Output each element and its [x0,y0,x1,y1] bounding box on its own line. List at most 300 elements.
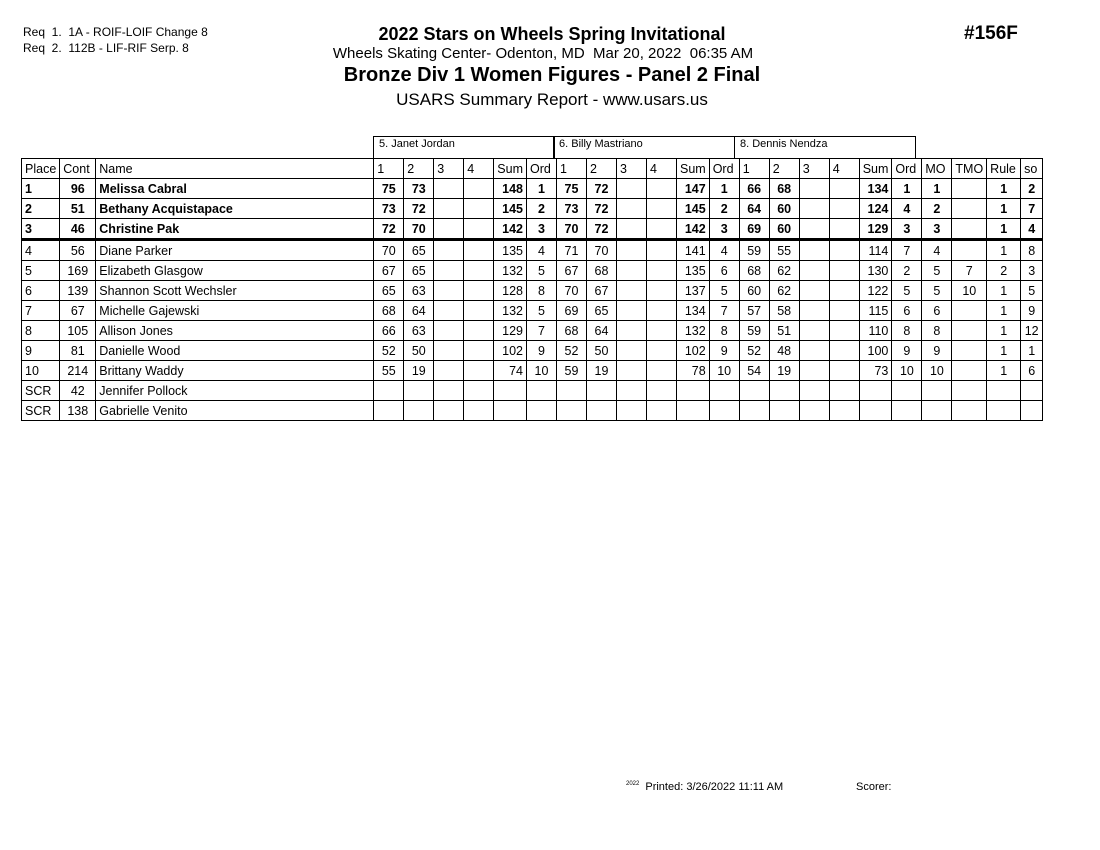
judge3-score2-cell: 68 [769,179,799,199]
judge1-score4-cell [464,401,494,421]
tmo-cell [952,361,987,381]
judge2-score3-cell [616,219,646,240]
judge2-score4-cell [646,321,676,341]
judge2-score4-cell [646,261,676,281]
judge1-ord-cell: 10 [526,361,556,381]
table-row [22,240,1043,261]
judge2-score3-cell [616,341,646,361]
judge3-sum-cell: 100 [859,341,892,361]
table-row [22,281,1043,301]
judge3-sum-cell [859,381,892,401]
cont-cell: 81 [60,341,96,361]
name-cell: Shannon Scott Wechsler [96,281,374,301]
col-tmo: TMO [952,159,987,179]
col-j3-score3: 3 [799,159,829,179]
col-rule: Rule [987,159,1021,179]
mo-cell: 1 [922,179,952,199]
place-cell: 4 [22,240,60,261]
judge3-score3-cell [799,199,829,219]
judge2-score2-cell: 72 [586,219,616,240]
judge1-score1-cell: 52 [374,341,404,361]
judge1-score2-cell [404,401,434,421]
judge1-sum-cell: 145 [494,199,527,219]
judge3-score3-cell [799,261,829,281]
judge2-score3-cell [616,281,646,301]
judge2-score1-cell [556,381,586,401]
name-cell: Diane Parker [96,240,374,261]
judge3-score3-cell [799,341,829,361]
so-cell: 1 [1021,341,1043,361]
judge3-score1-cell: 69 [739,219,769,240]
place-cell: 5 [22,261,60,281]
mo-cell: 3 [922,219,952,240]
rule-cell: 1 [987,179,1021,199]
judge2-score2-cell: 19 [586,361,616,381]
judge2-score2-cell: 72 [586,179,616,199]
judge3-score3-cell [799,321,829,341]
col-j3-ord: Ord [892,159,922,179]
mo-cell: 5 [922,281,952,301]
judge2-ord-cell: 9 [709,341,739,361]
judge3-score2-cell: 48 [769,341,799,361]
results-body [22,179,1043,421]
judge2-score2-cell: 70 [586,240,616,261]
judge3-sum-cell: 115 [859,301,892,321]
judge1-score1-cell: 66 [374,321,404,341]
cont-cell: 51 [60,199,96,219]
judge3-ord-cell: 2 [892,261,922,281]
judge3-score1-cell: 66 [739,179,769,199]
tmo-cell [952,341,987,361]
table-row [22,401,1043,421]
col-j2-sum: Sum [676,159,709,179]
judge3-score4-cell [829,199,859,219]
judge3-ord-cell: 1 [892,179,922,199]
judge3-sum-cell: 110 [859,321,892,341]
col-j2-score3: 3 [616,159,646,179]
judge2-sum-cell: 132 [676,321,709,341]
judge1-ord-cell: 1 [526,179,556,199]
table-row [22,361,1043,381]
judge1-score1-cell: 72 [374,219,404,240]
col-cont: Cont [60,159,96,179]
col-mo: MO [922,159,952,179]
judge3-score3-cell [799,240,829,261]
judge3-sum-cell: 124 [859,199,892,219]
judge1-ord-cell [526,401,556,421]
tmo-cell: 10 [952,281,987,301]
judge3-score3-cell [799,301,829,321]
judge1-ord-cell: 3 [526,219,556,240]
judge3-score1-cell: 60 [739,281,769,301]
judge3-score3-cell [799,401,829,421]
tmo-cell [952,219,987,240]
judge1-score1-cell: 65 [374,281,404,301]
judge3-score4-cell [829,261,859,281]
so-cell: 8 [1021,240,1043,261]
competition-title: 2022 Stars on Wheels Spring Invitational [378,24,726,44]
so-cell: 4 [1021,219,1043,240]
so-cell: 9 [1021,301,1043,321]
judge2-ord-cell [709,401,739,421]
judge3-score2-cell: 55 [769,240,799,261]
judge3-score2-cell: 51 [769,321,799,341]
mo-cell: 8 [922,321,952,341]
table-row [22,341,1043,361]
judge2-score3-cell [616,321,646,341]
judge1-ord-cell: 8 [526,281,556,301]
table-row [22,261,1043,281]
cont-cell: 105 [60,321,96,341]
judge2-ord-cell: 5 [709,281,739,301]
judge1-sum-cell [494,381,527,401]
cont-cell: 96 [60,179,96,199]
mo-cell [922,381,952,401]
judge1-score1-cell [374,401,404,421]
judge1-score3-cell [434,240,464,261]
judge3-ord-cell: 7 [892,240,922,261]
judge1-ord-cell [526,381,556,401]
judge2-score1-cell: 73 [556,199,586,219]
judge1-score2-cell: 65 [404,240,434,261]
judge2-sum-cell [676,401,709,421]
judge3-score1-cell: 59 [739,240,769,261]
results-table [21,158,1043,421]
judge2-score4-cell [646,219,676,240]
judge2-score4-cell [646,341,676,361]
mo-cell: 4 [922,240,952,261]
judge2-ord-cell: 4 [709,240,739,261]
judge2-ord-cell: 1 [709,179,739,199]
judge1-score4-cell [464,361,494,381]
tmo-cell [952,240,987,261]
judge3-score2-cell [769,401,799,421]
printed-info [626,781,783,793]
judge3-score1-cell: 57 [739,301,769,321]
col-so: so [1021,159,1043,179]
judge3-score3-cell [799,361,829,381]
judge2-ord-cell: 8 [709,321,739,341]
rule-cell [987,381,1021,401]
name-cell: Bethany Acquistapace [96,199,374,219]
judge1-score4-cell [464,240,494,261]
col-j3-score1: 1 [739,159,769,179]
judge2-score4-cell [646,281,676,301]
judge1-score4-cell [464,321,494,341]
judge1-score3-cell [434,401,464,421]
judge1-score1-cell: 73 [374,199,404,219]
judge1-score4-cell [464,341,494,361]
mo-cell: 9 [922,341,952,361]
so-cell: 12 [1021,321,1043,341]
judge2-score2-cell [586,381,616,401]
col-j2-score2: 2 [586,159,616,179]
name-cell: Elizabeth Glasgow [96,261,374,281]
judge3-score4-cell [829,179,859,199]
judge2-sum-cell: 102 [676,341,709,361]
event-title: Bronze Div 1 Women Figures - Panel 2 Final [343,64,761,86]
judge1-score3-cell [434,199,464,219]
cont-cell: 169 [60,261,96,281]
judge1-score2-cell [404,381,434,401]
judge3-sum-cell: 122 [859,281,892,301]
cont-cell: 139 [60,281,96,301]
judge1-sum-cell [494,401,527,421]
judge2-score2-cell: 67 [586,281,616,301]
judge2-ord-cell: 2 [709,199,739,219]
judge2-ord-cell: 7 [709,301,739,321]
judge2-sum-cell: 78 [676,361,709,381]
judge3-ord-cell: 3 [892,219,922,240]
rule-cell: 1 [987,240,1021,261]
name-cell: Danielle Wood [96,341,374,361]
judge3-score4-cell [829,381,859,401]
judge3-score3-cell [799,281,829,301]
so-cell: 3 [1021,261,1043,281]
judge1-score4-cell [464,261,494,281]
judge3-score3-cell [799,381,829,401]
report-subtitle: USARS Summary Report - www.usars.us [396,90,708,109]
judge2-sum-cell: 147 [676,179,709,199]
judge2-score4-cell [646,199,676,219]
judge1-ord-cell: 5 [526,261,556,281]
col-j1-score2: 2 [404,159,434,179]
judge1-score2-cell: 50 [404,341,434,361]
tmo-cell: 7 [952,261,987,281]
judge3-ord-cell: 5 [892,281,922,301]
col-j2-score4: 4 [646,159,676,179]
col-j1-ord: Ord [526,159,556,179]
judge3-score2-cell [769,381,799,401]
name-cell: Michelle Gajewski [96,301,374,321]
venue-date: Wheels Skating Center- Odenton, MD Mar 20, 2022 06:35 AM [332,45,754,62]
rule-cell: 2 [987,261,1021,281]
column-header-row [22,159,1043,179]
judge2-ord-cell: 3 [709,219,739,240]
judge1-score4-cell [464,381,494,401]
judge1-score1-cell: 67 [374,261,404,281]
judge3-sum-cell: 129 [859,219,892,240]
judge3-score1-cell [739,401,769,421]
judge1-score2-cell: 63 [404,281,434,301]
col-j2-score1: 1 [556,159,586,179]
rule-cell: 1 [987,219,1021,240]
judge3-ord-cell: 6 [892,301,922,321]
judge1-score2-cell: 63 [404,321,434,341]
judge3-score1-cell: 59 [739,321,769,341]
judge2-score3-cell [616,401,646,421]
place-cell: 1 [22,179,60,199]
so-cell: 5 [1021,281,1043,301]
col-j1-sum: Sum [494,159,527,179]
cont-cell: 67 [60,301,96,321]
cont-cell: 56 [60,240,96,261]
judge3-ord-cell: 4 [892,199,922,219]
judge1-score3-cell [434,361,464,381]
name-cell: Jennifer Pollock [96,381,374,401]
judge-header-2: 6. Billy Mastriano [553,136,735,158]
mo-cell: 10 [922,361,952,381]
place-cell: 7 [22,301,60,321]
judge3-ord-cell: 10 [892,361,922,381]
so-cell [1021,381,1043,401]
rule-cell: 1 [987,281,1021,301]
judge1-score3-cell [434,219,464,240]
judge2-score4-cell [646,381,676,401]
judge3-ord-cell: 9 [892,341,922,361]
judge3-score3-cell [799,219,829,240]
judge3-ord-cell: 8 [892,321,922,341]
judge2-score4-cell [646,240,676,261]
mo-cell: 2 [922,199,952,219]
judge1-score4-cell [464,281,494,301]
judge2-score1-cell: 52 [556,341,586,361]
judge1-score4-cell [464,301,494,321]
judge1-sum-cell: 148 [494,179,527,199]
tmo-cell [952,401,987,421]
judge2-score1-cell: 69 [556,301,586,321]
judge3-score4-cell [829,341,859,361]
judge3-sum-cell: 134 [859,179,892,199]
place-cell: 9 [22,341,60,361]
judge3-score2-cell: 62 [769,281,799,301]
judge1-score1-cell: 70 [374,240,404,261]
judge2-score1-cell [556,401,586,421]
judge1-score2-cell: 73 [404,179,434,199]
judge2-score3-cell [616,240,646,261]
judge3-score4-cell [829,281,859,301]
rule-cell [987,401,1021,421]
so-cell: 2 [1021,179,1043,199]
judge3-score1-cell: 68 [739,261,769,281]
judge1-sum-cell: 142 [494,219,527,240]
judge1-score3-cell [434,321,464,341]
judge3-score2-cell: 60 [769,219,799,240]
judge1-score1-cell: 55 [374,361,404,381]
table-row [22,301,1043,321]
col-j3-score4: 4 [829,159,859,179]
mo-cell: 6 [922,301,952,321]
so-cell: 7 [1021,199,1043,219]
place-cell: 10 [22,361,60,381]
judge2-sum-cell: 135 [676,261,709,281]
judge3-score1-cell [739,381,769,401]
judge3-score3-cell [799,179,829,199]
scorer-label: Scorer: [856,781,892,793]
col-name: Name [96,159,374,179]
judge1-ord-cell: 5 [526,301,556,321]
judge2-ord-cell: 6 [709,261,739,281]
judge1-score3-cell [434,301,464,321]
mo-cell [922,401,952,421]
judge1-sum-cell: 128 [494,281,527,301]
judge3-score2-cell: 62 [769,261,799,281]
judge3-score1-cell: 64 [739,199,769,219]
judge3-score4-cell [829,301,859,321]
judge2-score4-cell [646,301,676,321]
judge2-score4-cell [646,361,676,381]
so-cell: 6 [1021,361,1043,381]
judge2-score1-cell: 67 [556,261,586,281]
judge2-score4-cell [646,401,676,421]
judge1-sum-cell: 102 [494,341,527,361]
judge2-ord-cell: 10 [709,361,739,381]
judge1-sum-cell: 129 [494,321,527,341]
place-cell: 6 [22,281,60,301]
judge2-score2-cell: 65 [586,301,616,321]
judge2-ord-cell [709,381,739,401]
rule-cell: 1 [987,301,1021,321]
judge1-score3-cell [434,381,464,401]
table-row [22,321,1043,341]
col-j1-score4: 4 [464,159,494,179]
table-row [22,381,1043,401]
printed-timestamp: Printed: 3/26/2022 11:11 AM [645,781,784,793]
col-j3-score2: 2 [769,159,799,179]
tmo-cell [952,301,987,321]
name-cell: Brittany Waddy [96,361,374,381]
judge3-score4-cell [829,361,859,381]
judge1-ord-cell: 7 [526,321,556,341]
judge3-score1-cell: 52 [739,341,769,361]
judge3-sum-cell: 73 [859,361,892,381]
judge3-score2-cell: 19 [769,361,799,381]
judge1-ord-cell: 2 [526,199,556,219]
footer-mark: 2022 [626,781,640,787]
judge2-sum-cell: 145 [676,199,709,219]
judge2-sum-cell: 134 [676,301,709,321]
judge1-ord-cell: 9 [526,341,556,361]
cont-cell: 214 [60,361,96,381]
judge1-score3-cell [434,281,464,301]
name-cell: Allison Jones [96,321,374,341]
judge2-score3-cell [616,361,646,381]
requirement-2: Req 2. 112B - LIF-RIF Serp. 8 [23,41,189,55]
judge2-sum-cell: 141 [676,240,709,261]
judge3-score4-cell [829,401,859,421]
judge3-score2-cell: 60 [769,199,799,219]
judge2-score2-cell: 64 [586,321,616,341]
name-cell: Christine Pak [96,219,374,240]
place-cell: 3 [22,219,60,240]
judge2-score2-cell [586,401,616,421]
mo-cell: 5 [922,261,952,281]
judge1-score2-cell: 19 [404,361,434,381]
judge1-score2-cell: 72 [404,199,434,219]
judge1-score2-cell: 70 [404,219,434,240]
tmo-cell [952,199,987,219]
judge2-score4-cell [646,179,676,199]
judge2-score3-cell [616,179,646,199]
rule-cell: 1 [987,361,1021,381]
judge-header-3: 8. Dennis Nendza [734,136,916,158]
place-cell: 8 [22,321,60,341]
judge2-score3-cell [616,199,646,219]
judge3-sum-cell: 114 [859,240,892,261]
judge3-sum-cell: 130 [859,261,892,281]
col-place: Place [22,159,60,179]
so-cell [1021,401,1043,421]
judge2-score1-cell: 75 [556,179,586,199]
judge2-score2-cell: 72 [586,199,616,219]
cont-cell: 138 [60,401,96,421]
name-cell: Gabrielle Venito [96,401,374,421]
tmo-cell [952,321,987,341]
judge1-score3-cell [434,261,464,281]
col-j1-score1: 1 [374,159,404,179]
judge-header-1: 5. Janet Jordan [373,136,555,158]
place-cell: SCR [22,401,60,421]
